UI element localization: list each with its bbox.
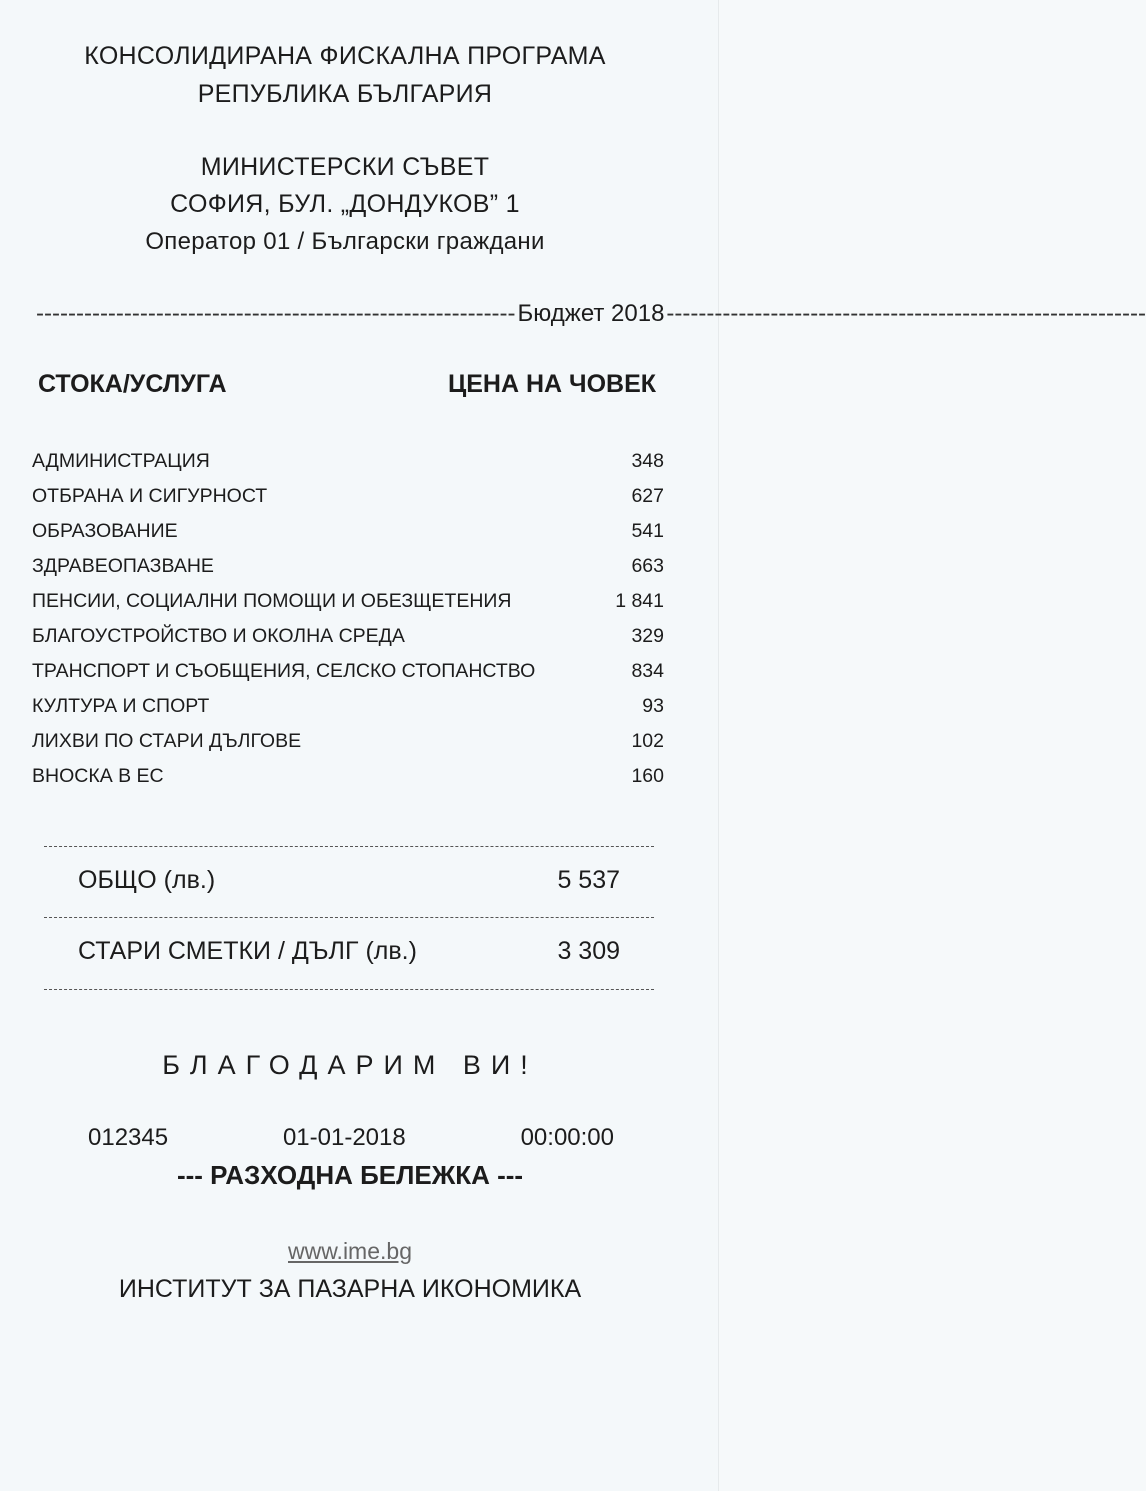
column-header-price: ЦЕНА НА ЧОВЕК [447, 370, 656, 398]
dashed-divider [44, 917, 654, 918]
list-item [32, 619, 664, 654]
operator-line: Оператор 01 / Български граждани [145, 228, 545, 255]
item-list [32, 444, 664, 794]
item-name: ТРАНСПОРТ И СЪОБЩЕНИЯ, СЕЛСКО СТОПАНСТВО [32, 660, 536, 682]
item-name: БЛАГОУСТРОЙСТВО И ОКОЛНА СРЕДА [32, 625, 405, 647]
dashed-divider [44, 989, 654, 990]
item-value: 627 [631, 485, 664, 507]
item-value: 93 [642, 695, 664, 717]
item-value: 102 [631, 730, 664, 752]
item-name: ОБРАЗОВАНИЕ [32, 520, 178, 542]
list-item [32, 584, 664, 619]
total-value: 5 537 [557, 866, 620, 894]
receipt-header-title: КОНСОЛИДИРАНА ФИСКАЛНА ПРОГРАМА [84, 42, 606, 70]
receipt-date: 01-01-2018 [282, 1124, 406, 1151]
item-value: 834 [631, 660, 664, 682]
document-type: --- РАЗХОДНА БЕЛЕЖКА --- [176, 1160, 524, 1190]
dashed-divider [44, 846, 654, 847]
item-value: 329 [631, 625, 664, 647]
thank-you-message: БЛАГОДАРИМ ВИ! [162, 1050, 538, 1080]
website-link[interactable]: www.ime.bg [288, 1238, 412, 1264]
item-name: АДМИНИСТРАЦИЯ [32, 450, 210, 472]
organization-name: МИНИСТЕРСКИ СЪВЕТ [200, 153, 490, 181]
list-item [32, 479, 664, 514]
list-item [32, 759, 664, 794]
debt-label: СТАРИ СМЕТКИ / ДЪЛГ (лв.) [78, 937, 417, 965]
column-header-item: СТОКА/УСЛУГА [38, 370, 227, 398]
receipt-number: 012345 [88, 1124, 169, 1151]
list-item [32, 654, 664, 689]
separator-dashes-left: ------------------------------------------------------------ [36, 300, 516, 327]
item-name: ЗДРАВЕОПАЗВАНЕ [32, 555, 214, 577]
item-value: 663 [631, 555, 664, 577]
debt-row [78, 937, 620, 966]
institute-name: ИНСТИТУТ ЗА ПАЗАРНА ИКОНОМИКА [118, 1275, 582, 1303]
receipt-header-country: РЕПУБЛИКА БЪЛГАРИЯ [197, 80, 493, 108]
item-name: КУЛТУРА И СПОРТ [32, 695, 210, 717]
list-item [32, 514, 664, 549]
item-name: ЛИХВИ ПО СТАРИ ДЪЛГОВЕ [32, 730, 302, 752]
total-row [78, 866, 620, 895]
item-value: 160 [631, 765, 664, 787]
budget-label: Бюджет 2018 [517, 300, 665, 327]
separator-dashes-right: ------------------------------------------------------------ [666, 300, 1146, 327]
item-name: ПЕНСИИ, СОЦИАЛНИ ПОМОЩИ И ОБЕЗЩЕТЕНИЯ [32, 590, 512, 612]
list-item [32, 549, 664, 584]
organization-address: СОФИЯ, БУЛ. „ДОНДУКОВ” 1 [170, 190, 520, 218]
total-label: ОБЩО (лв.) [78, 866, 216, 894]
list-item [32, 689, 664, 724]
item-value: 348 [631, 450, 664, 472]
item-name: ВНОСКА В ЕС [32, 765, 164, 787]
receipt-meta [88, 1124, 614, 1152]
debt-value: 3 309 [557, 937, 620, 965]
item-name: ОТБРАНА И СИГУРНОСТ [32, 485, 268, 507]
receipt-time: 00:00:00 [520, 1124, 614, 1151]
budget-separator [36, 300, 1146, 328]
list-item [32, 724, 664, 759]
item-value: 541 [631, 520, 664, 542]
item-value: 1 841 [615, 590, 664, 612]
list-item [32, 444, 664, 479]
